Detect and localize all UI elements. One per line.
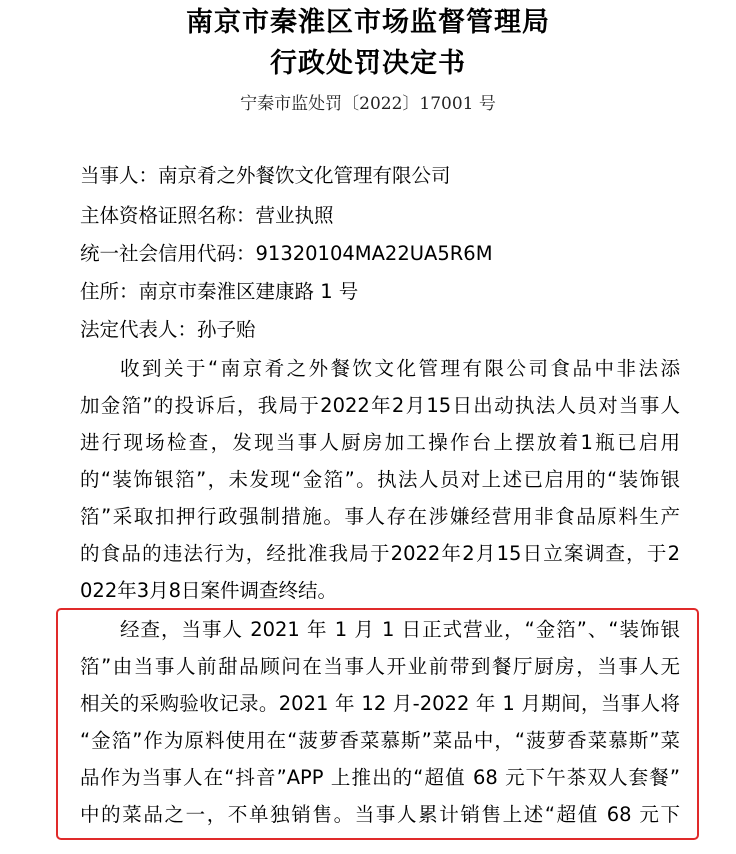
paragraph1-line: 的食品的违法行为，经批准我局于2022年2月15日立案调查，于2	[80, 542, 680, 565]
paragraph2-line: “金箔”作为原料使用在“菠萝香菜慕斯”菜品中，“菠萝香菜慕斯”菜	[80, 729, 680, 752]
agency-title: 南京市秦淮区市场监督管理局	[186, 7, 550, 38]
paragraph1-line: 箔”采取扣押行政强制措施。事人存在涉嫌经营用非食品原料生产	[80, 505, 680, 528]
paragraph1-line: 进行现场检查，发现当事人厨房加工操作台上摆放着1瓶已启用	[80, 431, 680, 454]
credit-code-line: 统一社会信用代码：91320104MA22UA5R6M	[80, 242, 493, 265]
legal-rep-line: 法定代表人：孙子贻	[80, 318, 256, 341]
document-type-title: 行政处罚决定书	[270, 48, 466, 79]
paragraph1-line: 022年3月8日案件调查终结。	[80, 579, 338, 602]
paragraph1-line: 收到关于“南京肴之外餐饮文化管理有限公司食品中非法添	[120, 357, 680, 380]
paragraph2-line: 相关的采购验收记录。2021 年 12 月-2022 年 1 月期间，当事人将	[80, 692, 680, 715]
address-line: 住所：南京市秦淮区建康路 1 号	[80, 280, 359, 303]
paragraph2-line: 箔”由当事人前甜品顾问在当事人开业前带到餐厅厨房，当事人无	[80, 655, 680, 678]
paragraph1-line: 的“装饰银箔”，未发现“金箔”。执法人员对上述已启用的“装饰银	[80, 468, 680, 491]
paragraph2-line: 经查，当事人 2021 年 1 月 1 日正式营业，“金箔”、“装饰银	[120, 618, 680, 641]
party-name-line: 当事人：南京肴之外餐饮文化管理有限公司	[80, 164, 451, 187]
paragraph2-line: 品作为当事人在“抖音”APP 上推出的“超值 68 元下午茶双人套餐”	[80, 766, 680, 789]
paragraph1-line: 加金箔”的投诉后，我局于2022年2月15日出动执法人员对当事人	[80, 394, 680, 417]
document-number: 宁秦市监处罚〔2022〕17001 号	[240, 94, 496, 114]
license-name-line: 主体资格证照名称：营业执照	[80, 204, 334, 227]
paragraph2-line: 中的菜品之一，不单独销售。当事人累计销售上述“超值 68 元下	[80, 803, 680, 826]
